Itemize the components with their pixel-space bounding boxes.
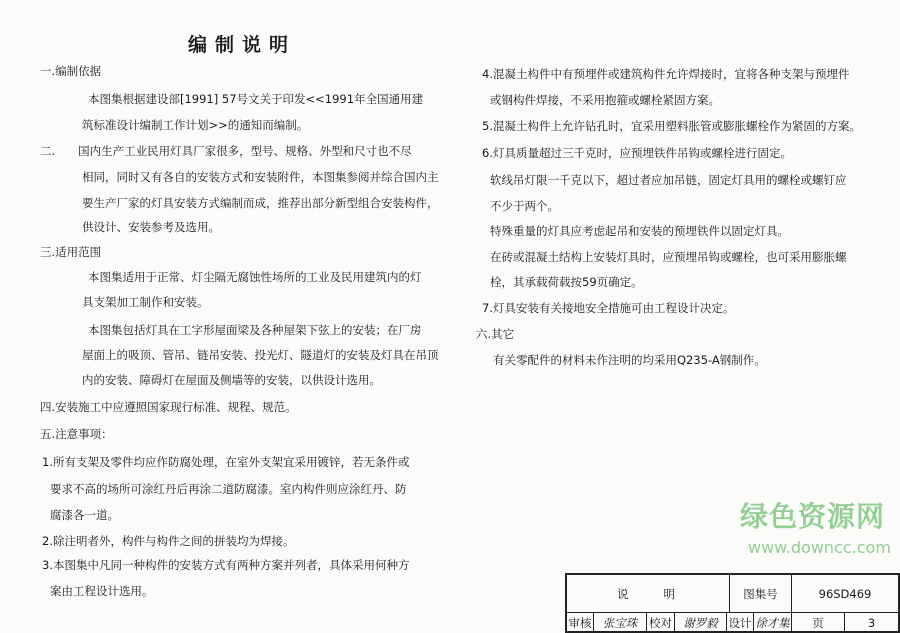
checker-signature: 谢罗毅	[675, 613, 727, 633]
text-line: 案由工程设计选用。	[50, 584, 154, 598]
text-line: 3.本图集中凡同一种构件的安装方式有两种方案并列者，具体采用何种方	[42, 558, 410, 572]
text-line: 具支架加工制作和安装。	[82, 295, 209, 309]
text-line: 不少于两个。	[490, 199, 559, 213]
text-line: 软线吊灯限一千克以下，超过者应加吊链，固定灯具用的螺栓或螺钉应	[490, 173, 847, 187]
drawing-name: 说 明	[567, 575, 730, 613]
text-line: 供设计、安装参考及选用。	[82, 220, 220, 234]
text-line: 本图集适用于正常、灯尘隔无腐蚀性场所的工业及民用建筑内的灯	[88, 270, 422, 284]
reviewer-signature: 张宝珠	[594, 613, 647, 633]
text-line: 栓，其承载荷载按59页确定。	[490, 275, 643, 289]
text-line: 屋面上的吸顶、管吊、链吊安装、投光灯、隧道灯的安装及灯具在吊顶	[82, 348, 439, 362]
text-line: 三.适用范围	[40, 245, 102, 259]
text-line: 2.除注明者外，构件与构件之间的拼装均为焊接。	[42, 534, 295, 548]
text-line: 6.灯具质量超过三千克时，应预埋铁件吊钩或螺栓进行固定。	[482, 146, 792, 160]
watermark-text: 绿色资源网	[740, 500, 886, 533]
page-title: 编制说明	[188, 34, 297, 56]
text-line: 一.编制依据	[40, 64, 102, 78]
watermark-url: www.downcc.com	[748, 538, 891, 557]
check-label: 校对	[647, 613, 675, 633]
title-block	[565, 573, 900, 633]
text-line: 4.混凝土构件中有预埋件或建筑构件允许焊接时，宜将各种支架与预埋件	[482, 67, 850, 81]
text-line: 5.混凝土构件上允许钻孔时，宜采用塑料胀管或膨胀螺栓作为紧固的方案。	[482, 119, 861, 133]
text-line: 本图集包括灯具在工字形屋面梁及各种屋架下弦上的安装；在厂房	[88, 323, 422, 337]
text-line: 在砖或混凝土结构上安装灯具时，应预埋吊钩或螺栓，也可采用膨胀螺	[490, 250, 847, 264]
text-line: 7.灯具安装有关接地安全措施可由工程设计决定。	[482, 301, 735, 315]
text-line: 有关零配件的材料未作注明的均采用Q235-A钢制作。	[493, 353, 766, 367]
text-line: 内的安装、障碍灯在屋面及侧墙等的安装，以供设计选用。	[82, 373, 381, 387]
atlas-number: 96SD469	[792, 575, 898, 613]
text-line: 二. 国内生产工业民用灯具厂家很多，型号、规格、外型和尺寸也不尽	[40, 144, 412, 158]
text-line: 本图集根据建设部[1991] 57号文关于印发<<1991年全国通用建	[88, 92, 424, 106]
text-line: 要求不高的场所可涂红丹后再涂二道防腐漆。室内构件则应涂红丹、防	[50, 482, 407, 496]
atlas-label: 图集号	[730, 575, 792, 613]
text-line: 四.安装施工中应遵照国家现行标准、规程、规范。	[40, 400, 297, 414]
text-line: 六.其它	[476, 327, 515, 341]
review-label: 审核	[567, 613, 594, 633]
design-label: 设计	[727, 613, 754, 633]
text-line: 相同，同时又有各自的安装方式和安装附件，本图集参阅并综合国内主	[82, 170, 439, 184]
text-line: 要生产厂家的灯具安装方式编制而成，推荐出部分新型组合安装构件，	[82, 196, 439, 210]
designer-signature: 徐才集	[754, 613, 792, 633]
text-line: 腐漆各一道。	[50, 508, 119, 522]
text-line: 筑标准设计编制工作计划>>的通知而编制。	[82, 118, 309, 132]
text-line: 1.所有支架及零件均应作防腐处理，在室外支架宜采用镀锌，若无条件或	[42, 455, 410, 469]
page-number: 3	[867, 616, 876, 630]
text-line: 或钢构件焊接，不采用抱箍或螺栓紧固方案。	[490, 93, 720, 107]
text-line: 五.注意事项：	[40, 427, 113, 441]
page-label: 页	[792, 613, 845, 633]
text-line: 特殊重量的灯具应考虑起吊和安装的预埋铁件以固定灯具。	[490, 224, 789, 238]
